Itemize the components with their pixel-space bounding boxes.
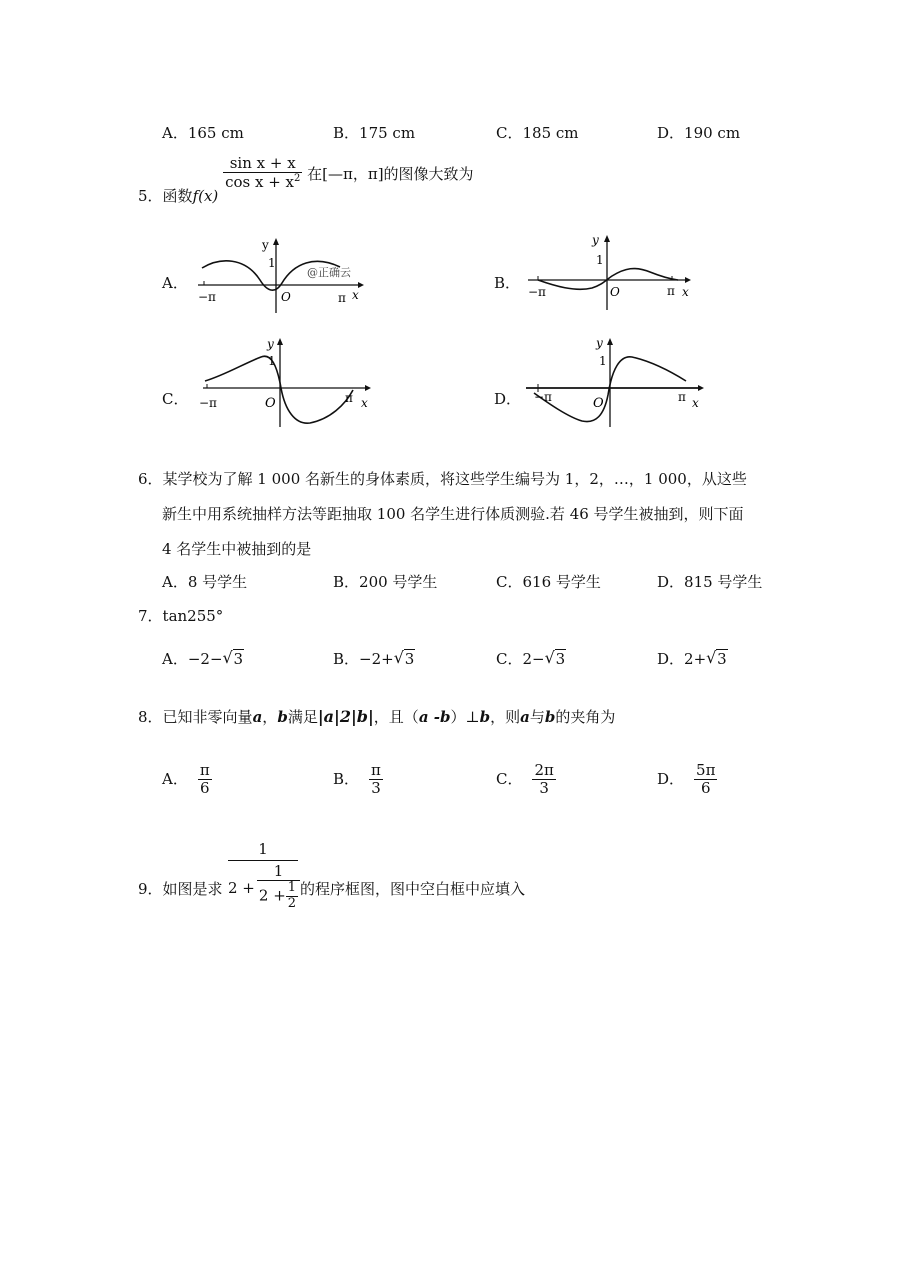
q8-option-a: A． $\frac{\pi}{6}$ xyxy=(162,761,210,798)
q5-option-c-label: C． xyxy=(162,390,189,408)
q6-option-a: A．8 号学生 xyxy=(162,573,248,591)
y-axis-arrow-icon xyxy=(277,338,283,345)
q7-option-a: A．−2−√ 3 xyxy=(162,648,244,669)
q5-option-a-label: A． xyxy=(162,274,188,292)
y-axis-arrow-icon xyxy=(273,238,279,245)
q4-option-b: B．175 cm xyxy=(333,124,416,142)
q6-option-d: D．815 号学生 xyxy=(657,573,763,591)
y-label: y xyxy=(262,238,269,252)
q9-stem-prefix: 9．如图是求 xyxy=(138,880,223,898)
curve xyxy=(205,356,353,423)
one-label: 1 xyxy=(596,253,604,267)
y-axis-arrow-icon xyxy=(604,235,610,242)
q5-fraction: $\frac{\text{sin x + x}}{\cos x + x^2}$ xyxy=(225,154,301,192)
one-label: 1 xyxy=(268,354,276,368)
pi-label: π xyxy=(338,291,346,305)
q7-stem: 7．tan255° xyxy=(138,607,224,625)
one-label: 1 xyxy=(268,256,276,270)
x-axis-arrow-icon xyxy=(358,282,364,288)
curve xyxy=(538,269,678,290)
q5-graph-a xyxy=(190,235,370,315)
origin-label: O xyxy=(610,285,620,299)
neg-pi-label: −π xyxy=(198,290,216,304)
q6-stem-line-3: 4 名学生中被抽到的是 xyxy=(162,540,312,558)
x-label: x xyxy=(352,288,359,302)
q4-option-c: C．185 cm xyxy=(496,124,579,142)
y-label: y xyxy=(592,233,599,247)
q7-option-b: B．−2+√ 3 xyxy=(333,648,415,669)
neg-pi-label: −π xyxy=(528,285,546,299)
origin-label: O xyxy=(281,290,291,304)
q6-stem-line-2: 新生中用系统抽样方法等距抽取 100 名学生进行体质测验.若 46 号学生被抽到，则下面 xyxy=(162,505,744,523)
q5-graph-d xyxy=(520,335,710,430)
neg-pi-label: −π xyxy=(199,396,217,410)
y-label: y xyxy=(267,337,274,351)
x-axis-arrow-icon xyxy=(365,385,371,391)
q5-option-d-label: D． xyxy=(494,390,522,408)
q7-option-d: D．2+√ 3 xyxy=(657,648,728,669)
origin-label: O xyxy=(593,396,604,411)
q4-option-a: A．165 cm xyxy=(162,124,244,142)
q8-option-d: D． $\frac{5\pi}{6}$ xyxy=(657,761,716,798)
q8-option-b: B． $\frac{\pi}{3}$ xyxy=(333,761,381,798)
q4-option-d: D．190 cm xyxy=(657,124,741,142)
neg-pi-label: −π xyxy=(534,390,552,404)
q9-continued-fraction: 1 2 + 1 2 + $\frac{1}{2}$ xyxy=(228,840,298,912)
origin-label: O xyxy=(265,396,276,411)
q8-stem: 8．已知非零向量a，b满足|a|2|b|，且（a -b）⊥b，则a与b的夹角为 xyxy=(138,707,616,726)
q5-graph-b xyxy=(520,232,700,312)
y-axis-arrow-icon xyxy=(607,338,613,345)
pi-label: π xyxy=(345,391,353,405)
x-axis-arrow-icon xyxy=(698,385,704,391)
watermark: @正确云 xyxy=(307,266,351,279)
pi-label: π xyxy=(667,284,675,298)
q6-option-b: B．200 号学生 xyxy=(333,573,438,591)
x-axis-arrow-icon xyxy=(685,277,691,283)
q6-stem-line-1: 6．某学校为了解 1 000 名新生的身体素质，将这些学生编号为 1，2，…，1 000，从这些 xyxy=(138,470,747,488)
q5-option-b-label: B． xyxy=(494,274,521,292)
x-label: x xyxy=(692,396,699,410)
q8-option-c: C． $\frac{2\pi}{3}$ xyxy=(496,761,554,798)
x-label: x xyxy=(682,285,689,299)
q7-option-c: C．2−√ 3 xyxy=(496,648,566,669)
x-label: x xyxy=(361,396,368,410)
q5-graph-c xyxy=(195,335,380,430)
pi-label: π xyxy=(678,390,686,404)
q6-option-c: C．616 号学生 xyxy=(496,573,601,591)
y-label: y xyxy=(596,336,603,350)
q5-stem: 5．函数f(x) $\frac{\text{sin x + x}}{\cos x + x^2}$ 在[—π，π]的图像大致为 xyxy=(138,154,474,206)
q9-stem-suffix: 的程序框图，图中空白框中应填入 xyxy=(300,880,526,898)
one-label: 1 xyxy=(599,354,607,368)
